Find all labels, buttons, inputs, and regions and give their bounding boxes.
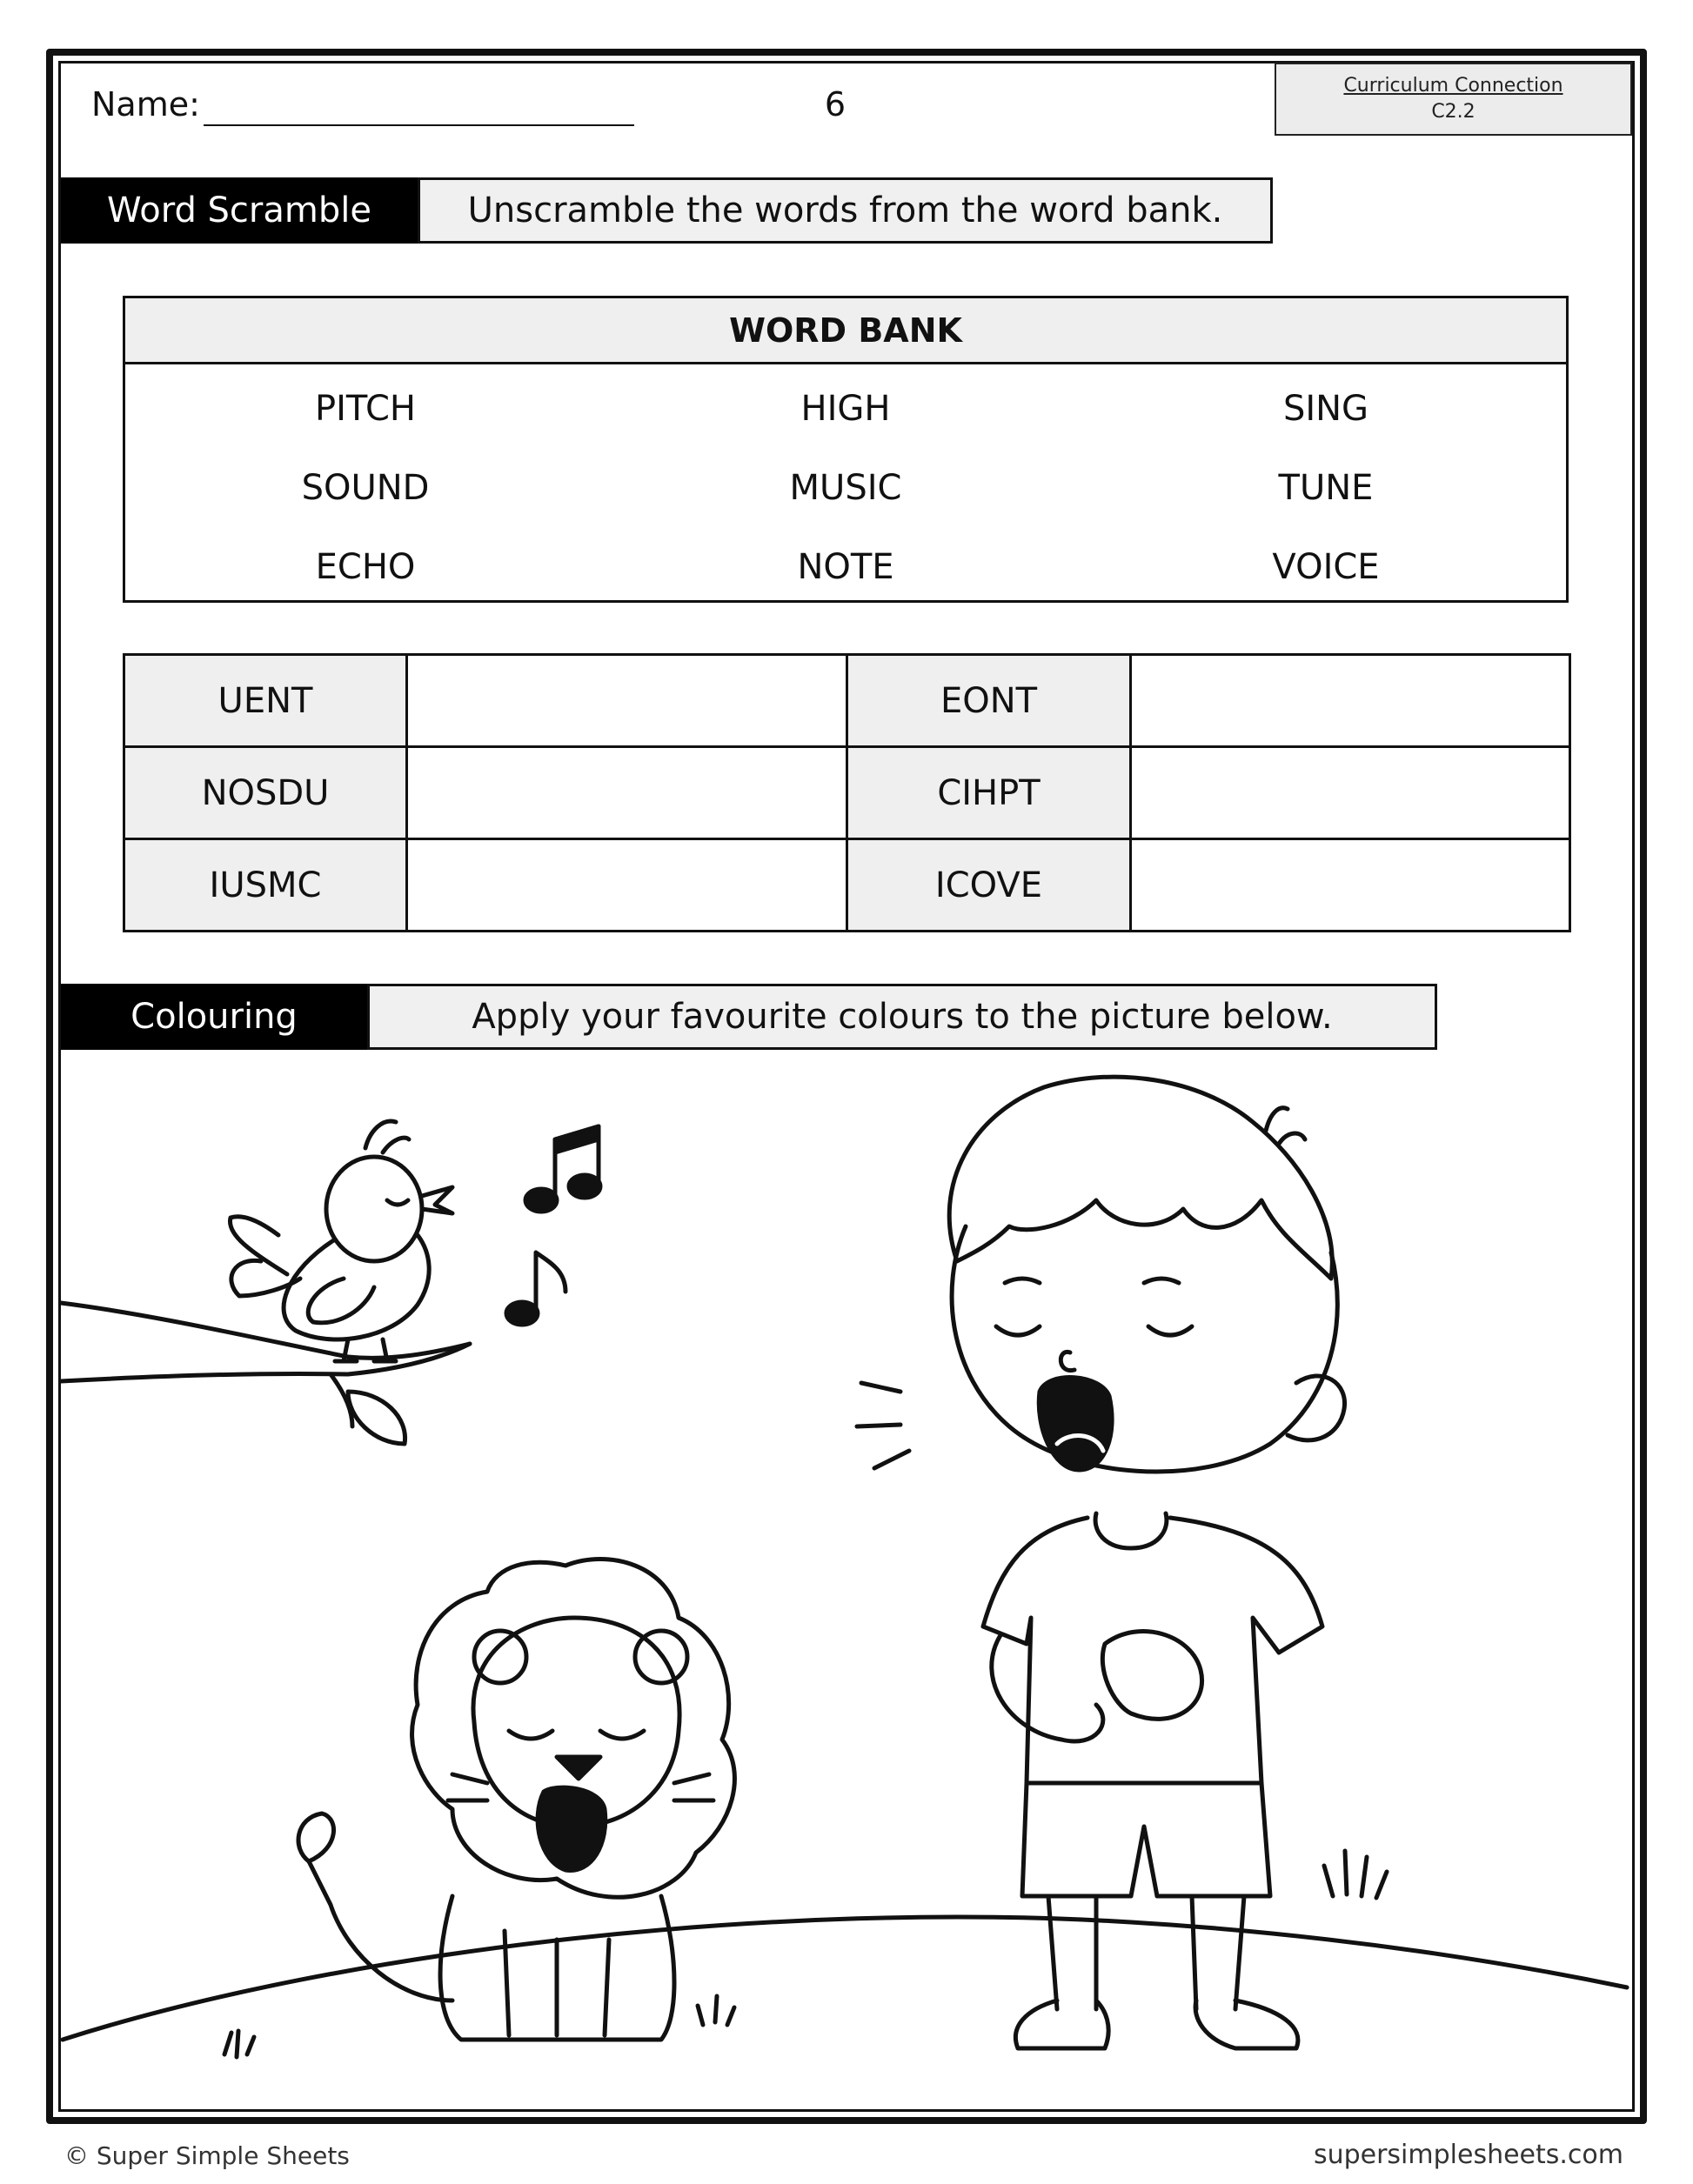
word-bank-item: NOTE <box>797 546 894 587</box>
singing-boy <box>857 1077 1345 2048</box>
colouring-tag: Colouring <box>61 984 367 1050</box>
lion-mouth <box>538 1787 606 1870</box>
scrambled-word: UENT <box>124 655 407 747</box>
name-label: Name: <box>91 85 200 124</box>
page-number: 6 <box>824 85 846 124</box>
footer-copyright: © Super Simple Sheets <box>64 2141 350 2170</box>
word-bank-item: ECHO <box>315 546 416 587</box>
curriculum-label: Curriculum Connection <box>1343 75 1563 97</box>
curriculum-code: C2.2 <box>1431 101 1476 123</box>
word-bank-item: MUSIC <box>789 467 902 508</box>
lion-tail <box>309 1861 452 2000</box>
boy-closed-eyes <box>996 1326 1192 1335</box>
word-bank-item: SOUND <box>301 467 430 508</box>
boy-shoe-right <box>1195 2000 1298 2048</box>
grass-tufts <box>224 1851 1387 2057</box>
boy-shorts <box>1022 1783 1270 1896</box>
bird-beak <box>422 1187 452 1213</box>
scrambled-word: CIHPT <box>847 747 1131 839</box>
word-bank-title: WORD BANK <box>125 298 1566 364</box>
music-notes <box>506 1126 600 1325</box>
lion-nose <box>557 1757 600 1779</box>
boy-open-mouth <box>1039 1378 1112 1470</box>
word-bank-item: SING <box>1282 388 1369 429</box>
lion-closed-eyes <box>509 1731 644 1739</box>
bird <box>230 1121 452 1361</box>
boy-shirt <box>983 1518 1322 1783</box>
scrambled-word: NOSDU <box>124 747 407 839</box>
scrambled-word: ICOVE <box>847 839 1131 932</box>
scrambled-word: EONT <box>847 655 1131 747</box>
ground-line <box>63 1917 1627 2040</box>
word-bank-item: VOICE <box>1272 546 1380 587</box>
boy-hair <box>949 1077 1332 1279</box>
tree-branch <box>61 1303 470 1444</box>
boy-ear <box>1288 1376 1345 1440</box>
word-scramble-tag: Word Scramble <box>61 177 418 244</box>
word-bank-item: PITCH <box>314 388 416 429</box>
word-bank-item: HIGH <box>800 388 891 429</box>
scrambled-word: IUSMC <box>124 839 407 932</box>
boy-face <box>952 1226 1337 1472</box>
word-scramble-instruction: Unscramble the words from the word bank. <box>418 177 1273 244</box>
footer-website-link[interactable]: supersimplesheets.com <box>1313 2140 1623 2170</box>
bird-closed-eye <box>387 1200 408 1205</box>
colouring-instruction: Apply your favourite colours to the picture below. <box>367 984 1437 1050</box>
word-bank-item: TUNE <box>1278 467 1374 508</box>
